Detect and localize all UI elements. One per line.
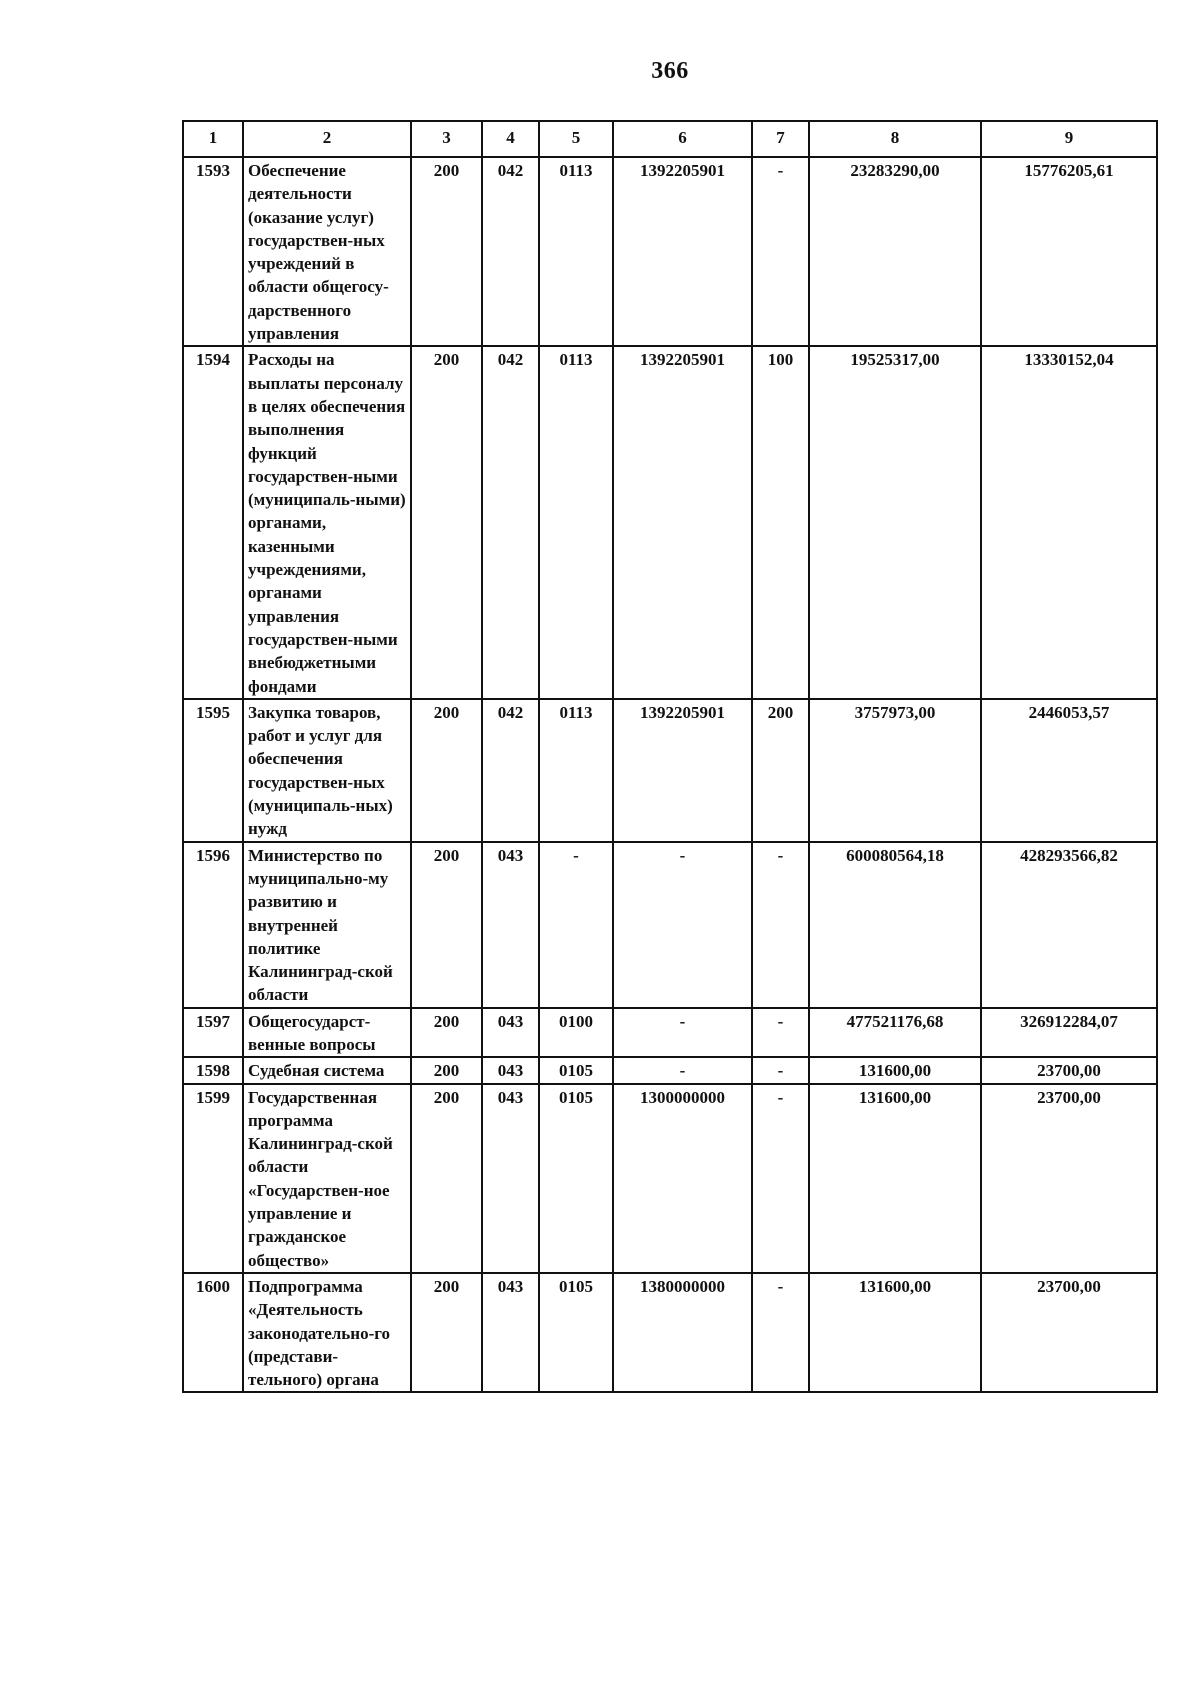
cell-col4: 043 <box>482 1057 539 1083</box>
row-number: 1600 <box>183 1273 243 1392</box>
cell-col6: - <box>613 842 752 1008</box>
cell-col7: - <box>752 1008 809 1058</box>
cell-col9: 15776205,61 <box>981 157 1157 346</box>
table-row <box>183 1057 1157 1083</box>
cell-col7: - <box>752 1273 809 1392</box>
row-name: Судебная система <box>243 1057 411 1083</box>
column-header: 5 <box>539 121 613 157</box>
cell-col5: 0113 <box>539 699 613 842</box>
cell-col7: 200 <box>752 699 809 842</box>
cell-col8: 19525317,00 <box>809 346 981 698</box>
cell-col6: 1300000000 <box>613 1084 752 1273</box>
cell-col5: 0100 <box>539 1008 613 1058</box>
cell-col5: 0113 <box>539 157 613 346</box>
cell-col8: 23283290,00 <box>809 157 981 346</box>
cell-col9: 13330152,04 <box>981 346 1157 698</box>
cell-col5: 0105 <box>539 1057 613 1083</box>
cell-col3: 200 <box>411 1273 482 1392</box>
row-name: Обеспечение деятельности (оказание услуг) государствен-ных учреждений в области общегосу-дарственного управления <box>243 157 411 346</box>
column-header: 1 <box>183 121 243 157</box>
table-row <box>183 1084 1157 1273</box>
cell-col3: 200 <box>411 699 482 842</box>
table-row <box>183 346 1157 698</box>
cell-col3: 200 <box>411 1057 482 1083</box>
cell-col9: 23700,00 <box>981 1273 1157 1392</box>
cell-col4: 043 <box>482 1084 539 1273</box>
cell-col8: 131600,00 <box>809 1273 981 1392</box>
cell-col6: 1392205901 <box>613 346 752 698</box>
row-name: Подпрограмма «Деятельность законодательно-го (представи-тельного) органа <box>243 1273 411 1392</box>
cell-col6: - <box>613 1008 752 1058</box>
cell-col4: 043 <box>482 1008 539 1058</box>
column-header: 9 <box>981 121 1157 157</box>
table-row <box>183 157 1157 346</box>
row-number: 1598 <box>183 1057 243 1083</box>
cell-col9: 428293566,82 <box>981 842 1157 1008</box>
row-name: Расходы на выплаты персоналу в целях обеспечения выполнения функций государствен-ными (муниципаль-ными) органами, казенными учреждениями, органами управления государствен-ными внебюджетными фондами <box>243 346 411 698</box>
cell-col3: 200 <box>411 346 482 698</box>
page-number: 366 <box>651 58 689 84</box>
row-number: 1597 <box>183 1008 243 1058</box>
cell-col8: 477521176,68 <box>809 1008 981 1058</box>
table-row <box>183 842 1157 1008</box>
cell-col4: 042 <box>482 346 539 698</box>
cell-col6: 1380000000 <box>613 1273 752 1392</box>
table-row <box>183 1008 1157 1058</box>
cell-col5: 0105 <box>539 1084 613 1273</box>
cell-col9: 23700,00 <box>981 1057 1157 1083</box>
row-number: 1596 <box>183 842 243 1008</box>
cell-col7: - <box>752 157 809 346</box>
cell-col8: 131600,00 <box>809 1057 981 1083</box>
column-header: 7 <box>752 121 809 157</box>
row-name: Государственная программа Калининград-ской области «Государствен-ное управление и гражданское общество» <box>243 1084 411 1273</box>
cell-col7: - <box>752 842 809 1008</box>
row-number: 1594 <box>183 346 243 698</box>
column-header: 8 <box>809 121 981 157</box>
cell-col8: 600080564,18 <box>809 842 981 1008</box>
row-number: 1595 <box>183 699 243 842</box>
cell-col4: 043 <box>482 1273 539 1392</box>
cell-col6: 1392205901 <box>613 157 752 346</box>
header-row <box>183 121 1157 157</box>
cell-col4: 042 <box>482 157 539 346</box>
table-row <box>183 1273 1157 1392</box>
cell-col5: 0105 <box>539 1273 613 1392</box>
cell-col8: 3757973,00 <box>809 699 981 842</box>
cell-col4: 043 <box>482 842 539 1008</box>
column-header: 6 <box>613 121 752 157</box>
cell-col4: 042 <box>482 699 539 842</box>
cell-col3: 200 <box>411 1084 482 1273</box>
cell-col9: 2446053,57 <box>981 699 1157 842</box>
table-row <box>183 699 1157 842</box>
cell-col3: 200 <box>411 1008 482 1058</box>
row-number: 1593 <box>183 157 243 346</box>
cell-col9: 23700,00 <box>981 1084 1157 1273</box>
column-header: 3 <box>411 121 482 157</box>
cell-col5: 0113 <box>539 346 613 698</box>
row-name: Министерство по муниципально-му развитию и внутренней политике Калининград-ской области <box>243 842 411 1008</box>
cell-col5: - <box>539 842 613 1008</box>
cell-col9: 326912284,07 <box>981 1008 1157 1058</box>
cell-col3: 200 <box>411 842 482 1008</box>
cell-col7: 100 <box>752 346 809 698</box>
cell-col7: - <box>752 1057 809 1083</box>
column-header: 4 <box>482 121 539 157</box>
row-number: 1599 <box>183 1084 243 1273</box>
row-name: Общегосударст-венные вопросы <box>243 1008 411 1058</box>
cell-col6: 1392205901 <box>613 699 752 842</box>
cell-col3: 200 <box>411 157 482 346</box>
column-header: 2 <box>243 121 411 157</box>
cell-col7: - <box>752 1084 809 1273</box>
row-name: Закупка товаров, работ и услуг для обеспечения государствен-ных (муниципаль-ных) нужд <box>243 699 411 842</box>
budget-table <box>182 120 1158 1393</box>
cell-col6: - <box>613 1057 752 1083</box>
cell-col8: 131600,00 <box>809 1084 981 1273</box>
